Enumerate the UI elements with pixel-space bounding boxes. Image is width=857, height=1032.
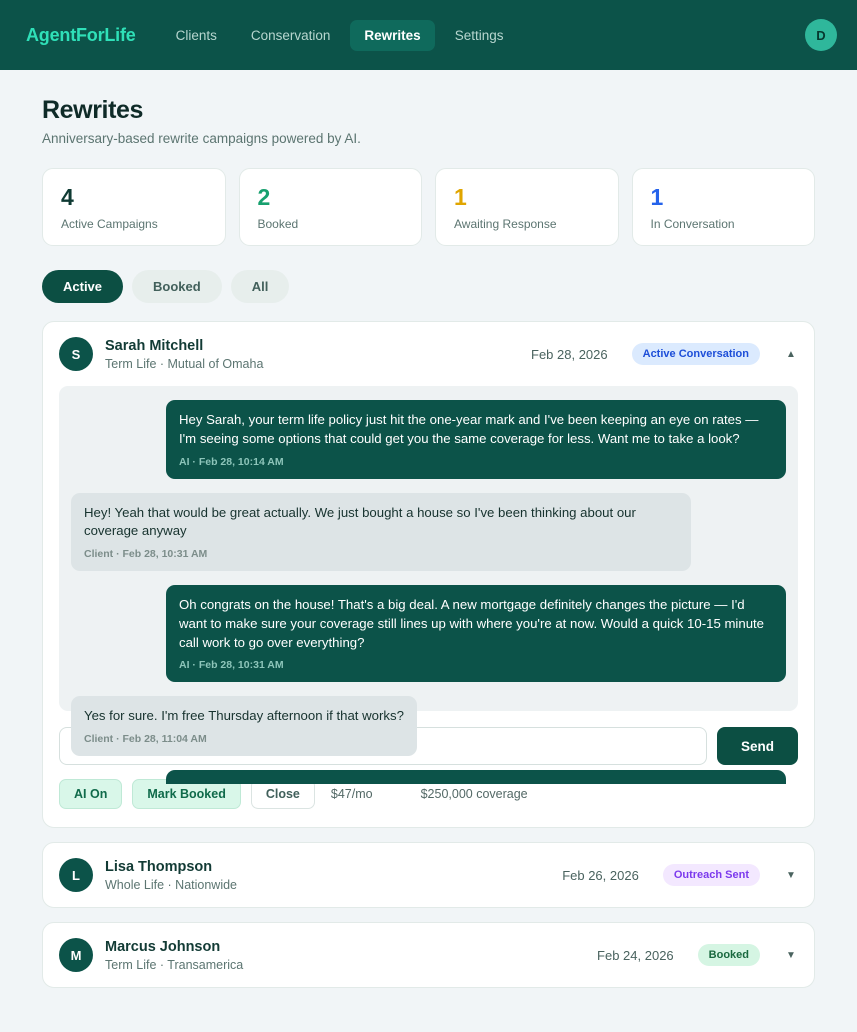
stat-value: 1 (454, 184, 467, 210)
contact-avatar: L (59, 858, 93, 892)
contact-info (105, 859, 550, 892)
contact-info (105, 338, 519, 371)
message-bubble-ai (166, 400, 786, 478)
stat-label: In Conversation (650, 217, 735, 232)
conversation-date: Feb 24, 2026 (597, 947, 674, 963)
message-bubble-client (71, 696, 417, 756)
message-text: Oh congrats on the house! That's a big deal. A new mortgage definitely changes the picture — I'd want to make sure your coverage still lines up with where you're at now. Would a quick 10-15 minute call work to go over everything? (179, 597, 765, 650)
send-button[interactable]: Send (717, 727, 798, 765)
nav-item-clients[interactable]: Clients (175, 27, 217, 43)
conversation-header[interactable] (43, 843, 814, 907)
nav-items (162, 20, 805, 51)
avatar[interactable]: D (805, 19, 837, 51)
message-stamp: Client · Feb 28, 11:04 AM (84, 732, 207, 745)
premium-amount: $47/mo (330, 787, 373, 802)
chevron-up-icon[interactable]: ▲ (786, 348, 796, 360)
brand-logo[interactable]: AgentForLife (26, 24, 136, 45)
contact-name: Lisa Thompson (105, 858, 213, 875)
nav-item-settings[interactable]: Settings (454, 27, 504, 43)
ai-toggle-button[interactable]: AI On (59, 779, 122, 809)
stat-card-awaiting-response (435, 168, 619, 246)
stat-label: Active Campaigns (61, 217, 158, 232)
contact-info (105, 939, 585, 972)
filter-tab-all[interactable]: All (231, 270, 290, 303)
filter-tab-booked[interactable]: Booked (132, 270, 222, 303)
stat-card-in-conversation (632, 168, 816, 246)
message-stamp: Client · Feb 28, 10:31 AM (84, 548, 208, 561)
main-content (0, 70, 857, 1032)
message-row (71, 585, 786, 682)
message-row (71, 493, 786, 571)
message-stamp: AI · Feb 28, 10:14 AM (179, 455, 284, 468)
stat-card-booked (239, 168, 423, 246)
conversation-header[interactable] (43, 322, 814, 386)
status-badge: Active Conversation (632, 343, 760, 365)
conversation-header[interactable] (43, 923, 814, 987)
message-bubble-client (71, 493, 691, 571)
filter-tab-active[interactable]: Active (42, 270, 123, 303)
nav-item-rewrites[interactable]: Rewrites (350, 20, 434, 51)
top-navbar (0, 0, 857, 70)
chevron-down-icon[interactable]: ▼ (786, 949, 796, 961)
message-row (71, 400, 786, 478)
contact-policy: Term Life · Transamerica (105, 957, 244, 972)
contact-policy: Term Life · Mutual of Omaha (105, 356, 264, 371)
contact-avatar: M (59, 938, 93, 972)
mark-booked-button[interactable]: Mark Booked (132, 779, 241, 809)
stat-label: Booked (257, 217, 299, 232)
page-subtitle: Anniversary-based rewrite campaigns powered by AI. (42, 131, 361, 146)
stat-card-active-campaigns (42, 168, 226, 246)
filter-tabs (42, 270, 815, 303)
message-row (71, 696, 786, 756)
page-title: Rewrites (42, 96, 144, 124)
message-thread[interactable] (59, 386, 798, 745)
conversation-date: Feb 28, 2026 (531, 346, 608, 362)
message-text: Yes for sure. I'm free Thursday afternoon if that works? (84, 708, 404, 724)
contact-policy: Whole Life · Nationwide (105, 877, 238, 892)
conversation-card-expanded (42, 321, 815, 828)
coverage-amount: $250,000 coverage (420, 787, 528, 802)
message-bubble-partial (166, 770, 786, 784)
status-badge: Booked (698, 944, 760, 966)
stat-value: 4 (61, 184, 74, 210)
nav-item-conservation[interactable]: Conservation (250, 27, 331, 43)
conversation-card-collapsed[interactable] (42, 922, 815, 988)
close-button[interactable]: Close (251, 779, 315, 809)
message-bubble-ai (166, 585, 786, 682)
stat-value: 1 (650, 184, 664, 210)
contact-name: Marcus Johnson (105, 938, 221, 955)
contact-avatar: S (59, 337, 93, 371)
stats-row (42, 168, 815, 246)
conversation-date: Feb 26, 2026 (562, 867, 639, 883)
message-text: Hey! Yeah that would be great actually. We just bought a house so I've been thinking about our coverage anyway (84, 504, 636, 539)
status-badge: Outreach Sent (663, 864, 760, 886)
stat-label: Awaiting Response (454, 217, 557, 232)
stat-value: 2 (257, 184, 271, 210)
conversation-card-collapsed[interactable] (42, 842, 815, 908)
chevron-down-icon[interactable]: ▼ (786, 869, 796, 881)
contact-name: Sarah Mitchell (105, 337, 204, 354)
message-text: Hey Sarah, your term life policy just hit the one-year mark and I've been keeping an eye on rates — I'm seeing some options that could get you the same coverage for less. Want me to take a look? (179, 412, 759, 447)
message-stamp: AI · Feb 28, 10:31 AM (179, 659, 284, 672)
